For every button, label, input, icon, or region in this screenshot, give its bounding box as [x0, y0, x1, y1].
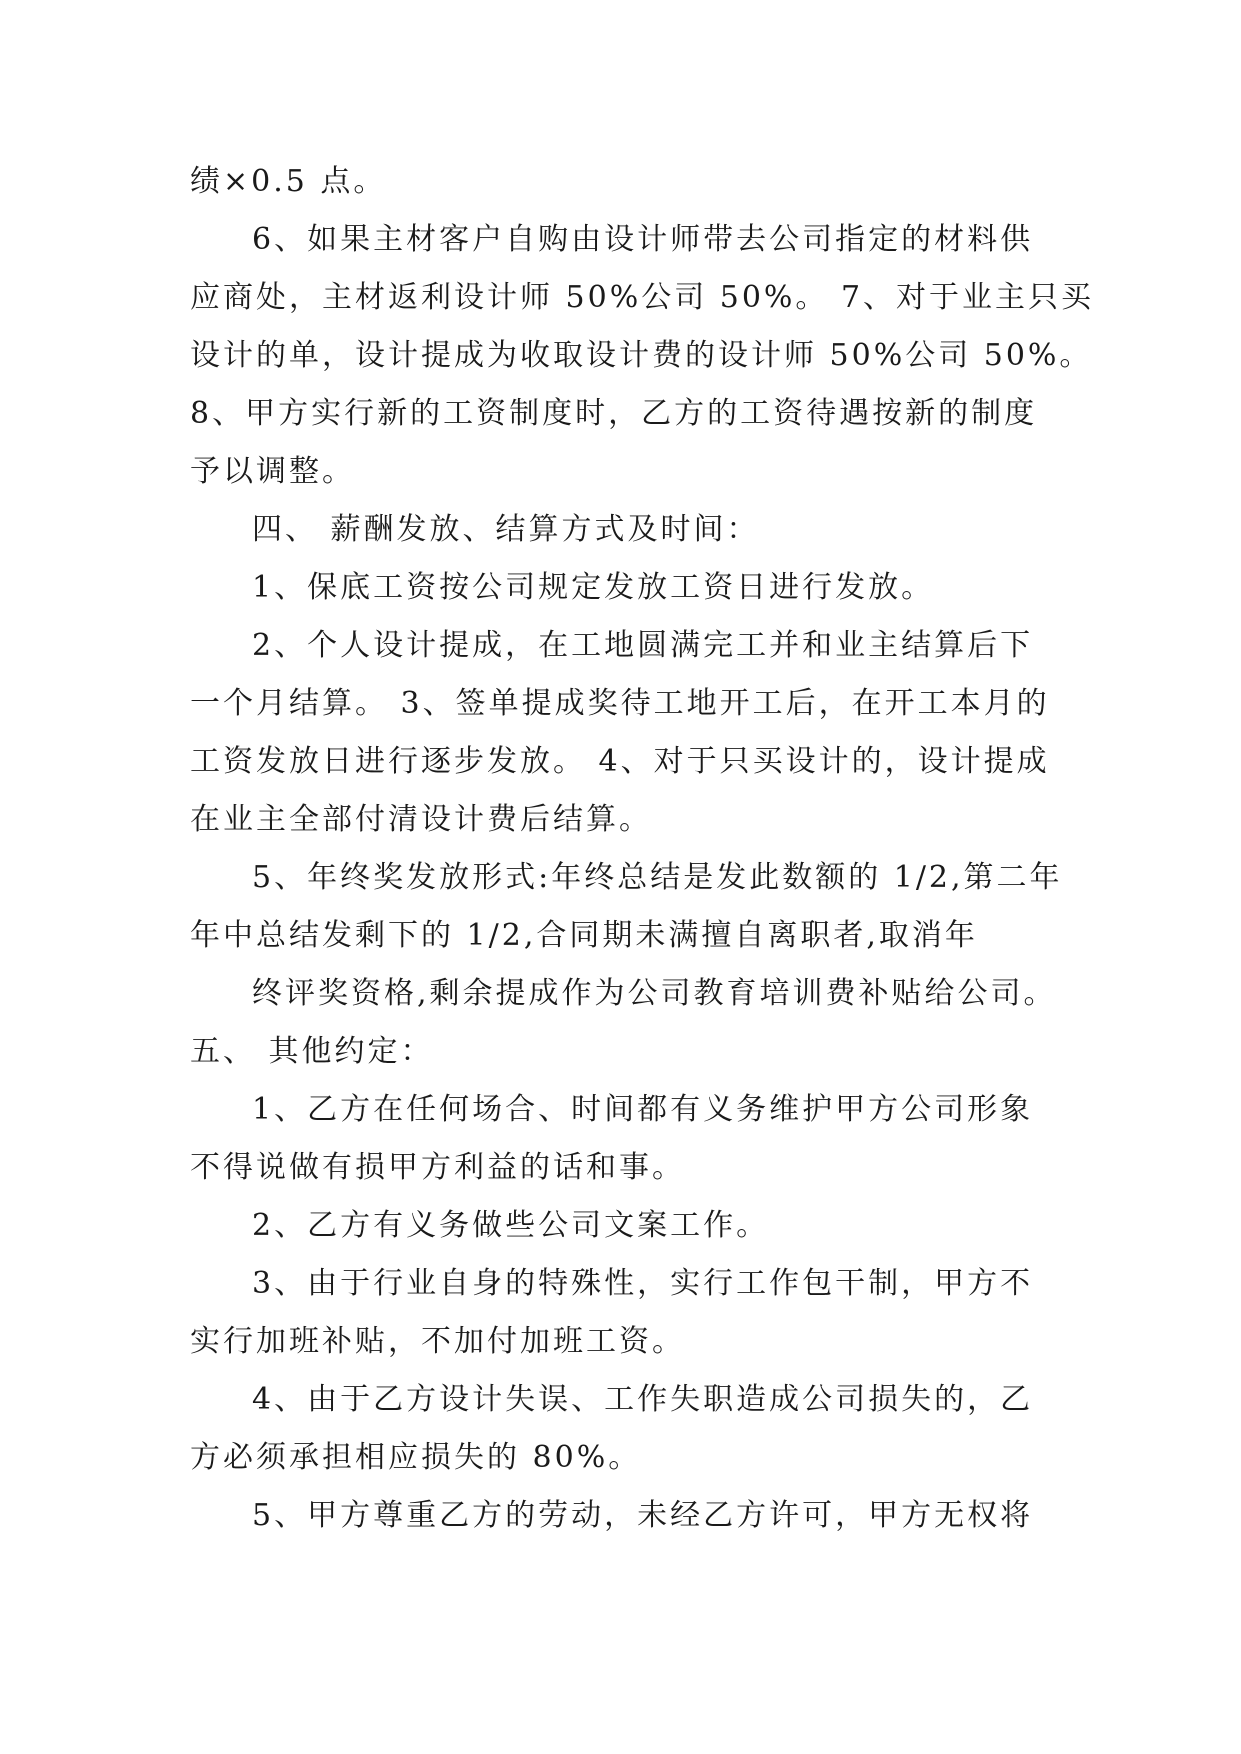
text-line: 终评奖资格,剩余提成作为公司教育培训费补贴给公司。: [252, 976, 1057, 1011]
text-line: 2、乙方有义务做些公司文案工作。: [252, 1208, 770, 1243]
text-line: 年中总结发剩下的 1/2,合同期未满擅自离职者,取消年: [190, 918, 978, 953]
text-line: 1、乙方在任何场合、时间都有义务维护甲方公司形象: [252, 1092, 1034, 1127]
text-line: 2、个人设计提成，在工地圆满完工并和业主结算后下: [252, 628, 1034, 663]
section-heading: 五、 其他约定：: [190, 1034, 434, 1069]
text-line: 予以调整。: [190, 454, 355, 489]
text-line: 8、甲方实行新的工资制度时，乙方的工资待遇按新的制度: [190, 396, 1038, 431]
text-line: 5、年终奖发放形式:年终总结是发此数额的 1/2,第二年: [252, 860, 1063, 895]
text-line: 绩×0.5 点。: [190, 164, 387, 199]
text-line: 应商处，主材返利设计师 50%公司 50%。 7、对于业主只买: [190, 280, 1095, 315]
text-line: 5、甲方尊重乙方的劳动，未经乙方许可，甲方无权将: [252, 1498, 1034, 1533]
text-line: 3、由于行业自身的特殊性，实行工作包干制，甲方不: [252, 1266, 1034, 1301]
text-line: 4、由于乙方设计失误、工作失职造成公司损失的，乙: [252, 1382, 1034, 1417]
text-line: 不得说做有损甲方利益的话和事。: [190, 1150, 685, 1185]
text-line: 实行加班补贴，不加付加班工资。: [190, 1324, 685, 1359]
text-line: 工资发放日进行逐步发放。 4、对于只买设计的，设计提成: [190, 744, 1050, 779]
text-line: 一个月结算。 3、签单提成奖待工地开工后，在开工本月的: [190, 686, 1050, 721]
text-line: 6、如果主材客户自购由设计师带去公司指定的材料供: [252, 222, 1034, 257]
text-line: 方必须承担相应损失的 80%。: [190, 1440, 642, 1475]
text-line: 1、保底工资按公司规定发放工资日进行发放。: [252, 570, 935, 605]
section-heading: 四、 薪酬发放、结算方式及时间：: [252, 512, 760, 547]
text-line: 设计的单，设计提成为收取设计费的设计师 50%公司 50%。: [190, 338, 1093, 373]
text-line: 在业主全部付清设计费后结算。: [190, 802, 652, 837]
